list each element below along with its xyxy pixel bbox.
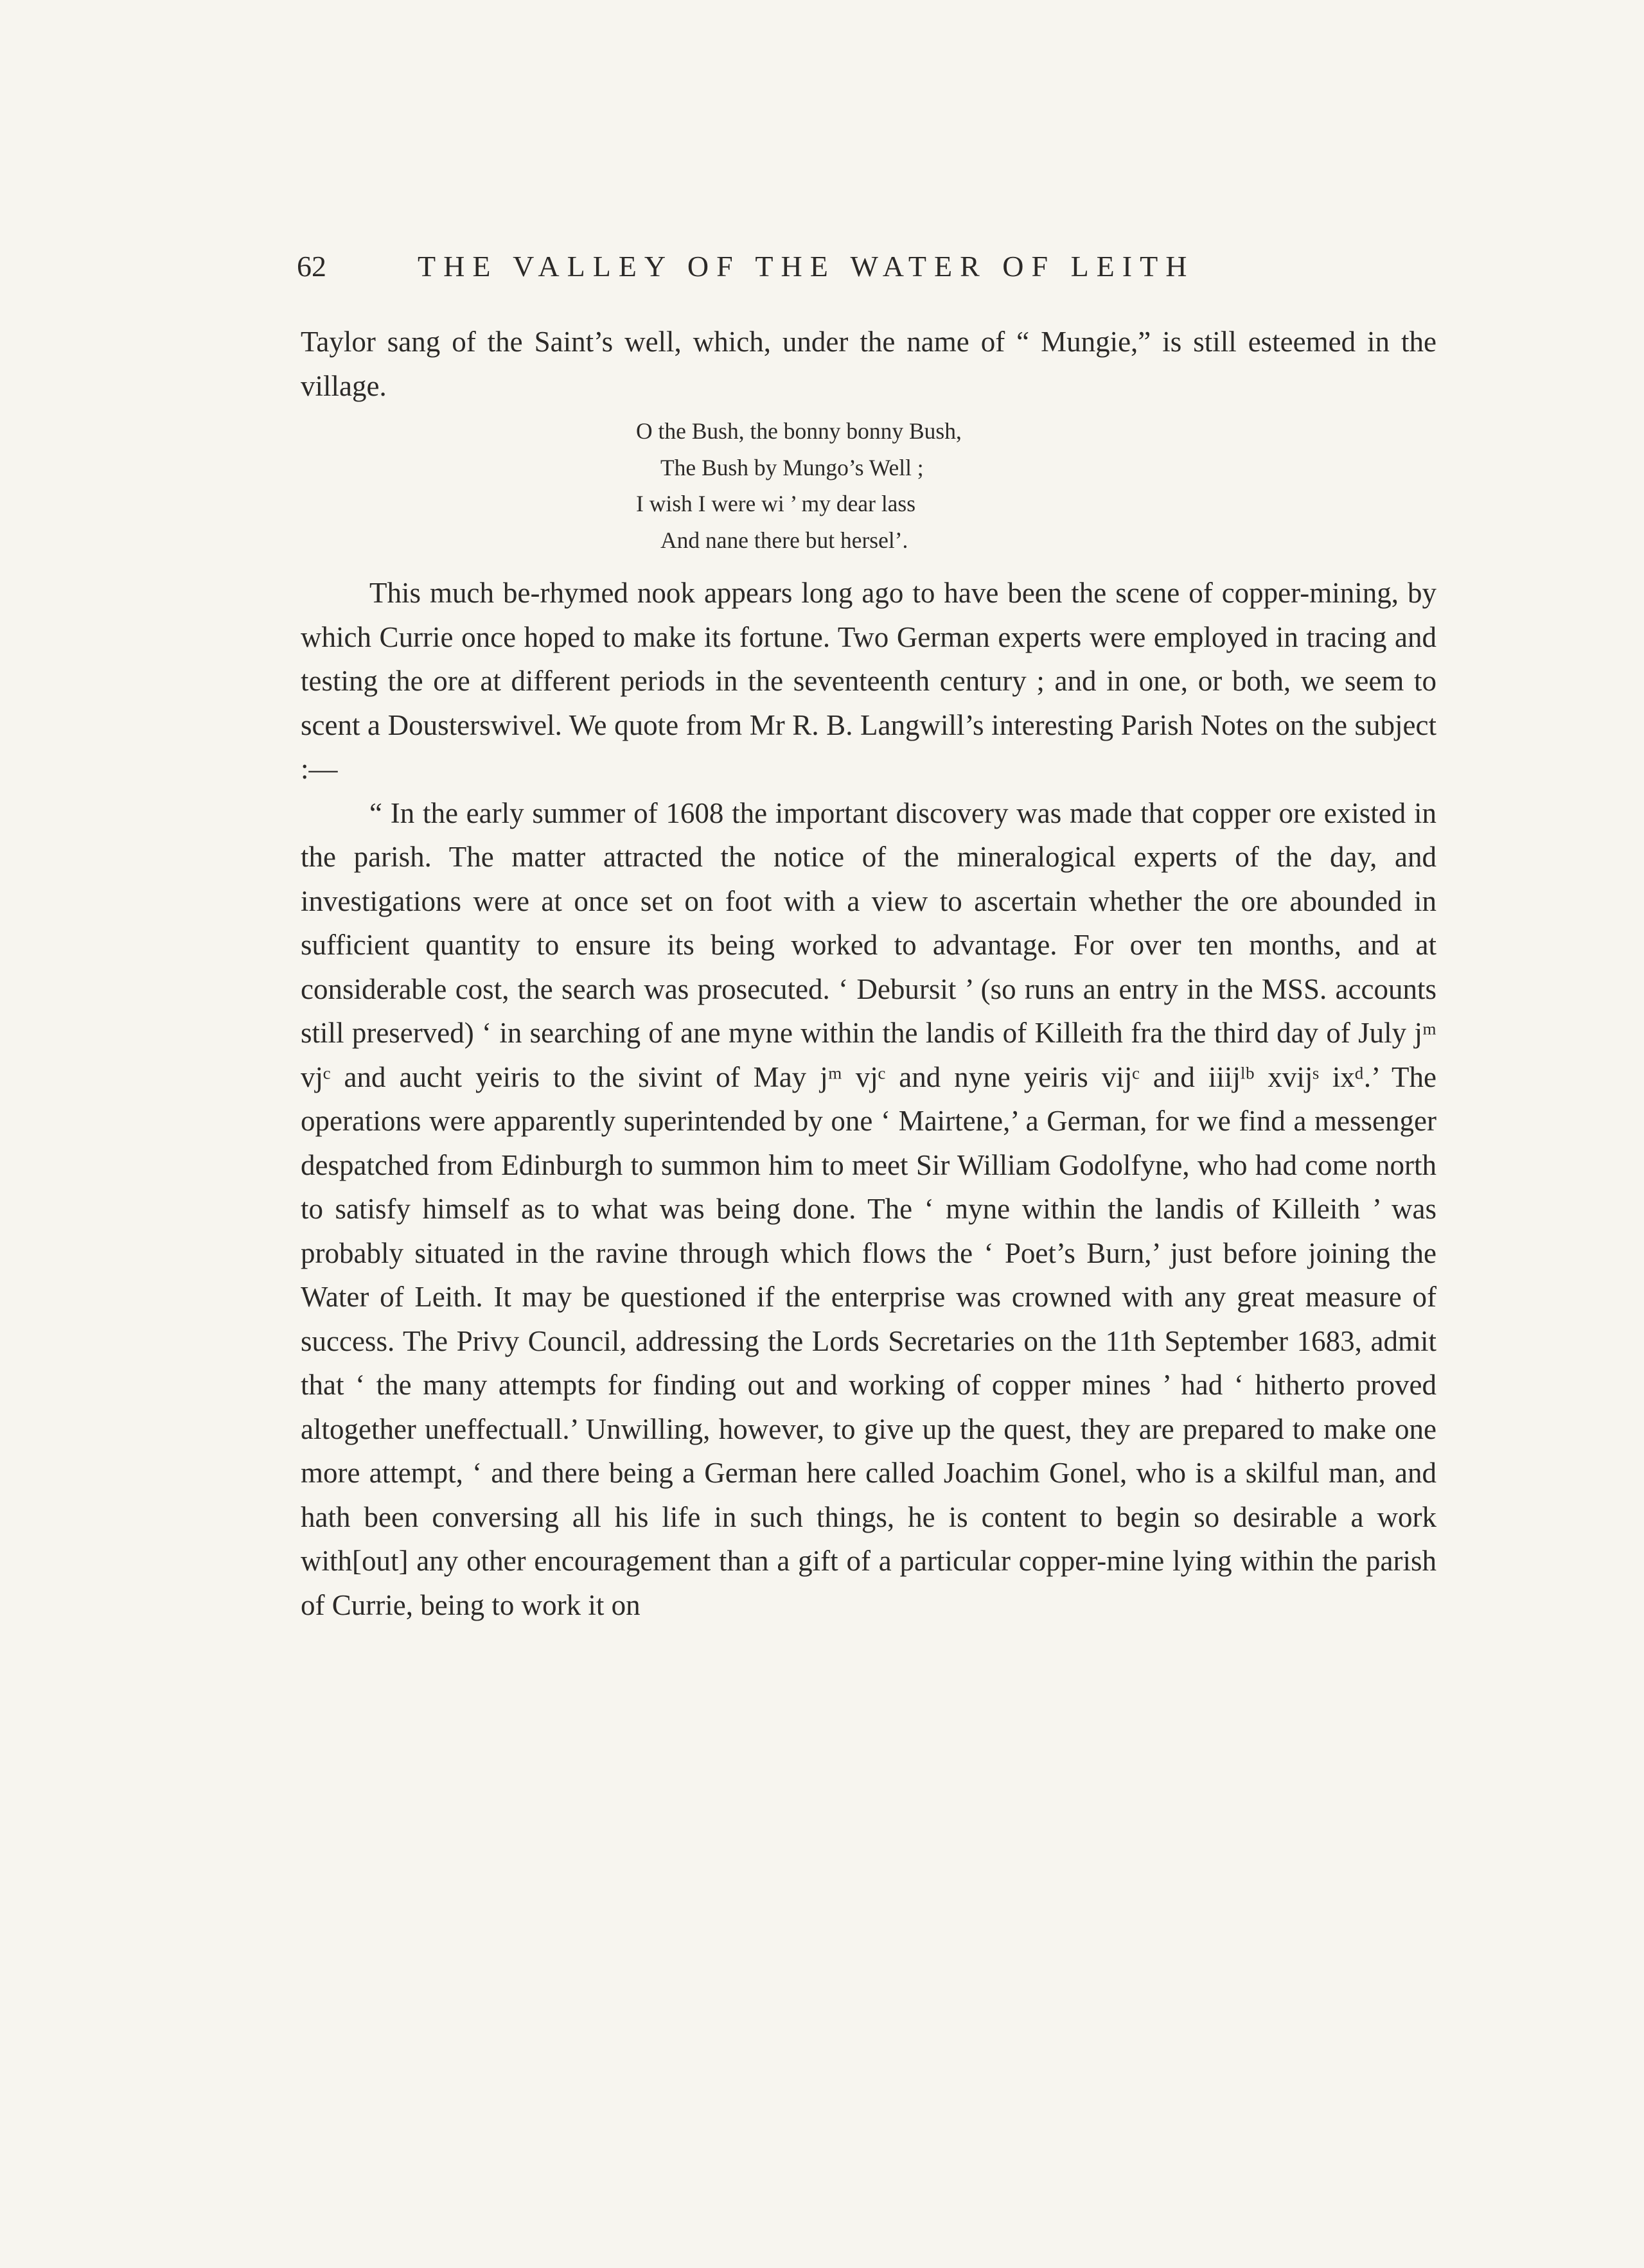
running-head bbox=[297, 247, 1312, 286]
text-block bbox=[301, 320, 1436, 1627]
running-title: THE VALLEY OF THE WATER OF LEITH bbox=[418, 250, 1195, 283]
intro-paragraph: Taylor sang of the Saint’s well, which, under the name of “ Mungie,” is still esteemed in the village. bbox=[301, 326, 1436, 402]
verse-line: The Bush by Mungo’s Well ; bbox=[660, 454, 924, 480]
verse-line: I wish I were wi ’ my dear lass bbox=[636, 491, 916, 516]
verse-quotation bbox=[301, 413, 1436, 558]
quoted-paragraph: “ In the early summer of 1608 the important discovery was made that copper ore existed in the parish. The matter attracted the notice of the mineralogical experts of the day, and investigations were at once set on foot with a view to ascertain whether the ore abounded in sufficient quantity to ensure its being worked to advantage. For over ten months, and at considerable cost, the search was prosecuted. ‘ Debursit ’ (so runs an entry in the MSS. accounts still preserved) ‘ in searching of ane myne within the landis of Killeith fra the third day of July jᵐ vjᶜ and aucht yeiris to the sivint of May jᵐ vjᶜ and nyne yeiris vijᶜ and iiijˡᵇ xvijˢ ixᵈ.’ The operations were apparently superintended by one ‘ Mairtene,’ a German, for we find a messenger despatched from Edinburgh to summon him to meet Sir William Godolfyne, who had come north to satisfy himself as to what was being done. The ‘ myne within the landis of Killeith ’ was probably situated in the ravine through which flows the ‘ Poet’s Burn,’ just before joining the Water of Leith. It may be questioned if the enterprise was crowned with any great measure of success. The Privy Council, addressing the Lords Secretaries on the 11th September 1683, admit that ‘ the many attempts for finding out and working of copper mines ’ had ‘ hitherto proved altogether uneffectuall.’ Unwilling, however, to give up the quest, they are prepared to make one more attempt, ‘ and there being a German here called Joachim Gonel, who is a skilful man, and hath been conversing all his life in such things, he is content to begin so desirable a work with[out] any other encouragement than a gift of a particular copper-mine lying within the parish of Currie, being to work it on bbox=[301, 796, 1436, 1621]
verse-line: And nane there but hersel’. bbox=[660, 527, 908, 553]
page-number: 62 bbox=[297, 250, 326, 283]
body-paragraph: This much be-rhymed nook appears long ago to have been the scene of copper-mining, by which Currie once hoped to make its fortune. Two German experts were employed in tracing and testing the ore at different periods in the seventeenth century ; and in one, or both, we seem to scent a Dousterswivel. We quote from Mr R. B. Langwill’s interesting Parish Notes on the subject :— bbox=[301, 577, 1436, 785]
verse-line: O the Bush, the bonny bonny Bush, bbox=[636, 418, 962, 444]
